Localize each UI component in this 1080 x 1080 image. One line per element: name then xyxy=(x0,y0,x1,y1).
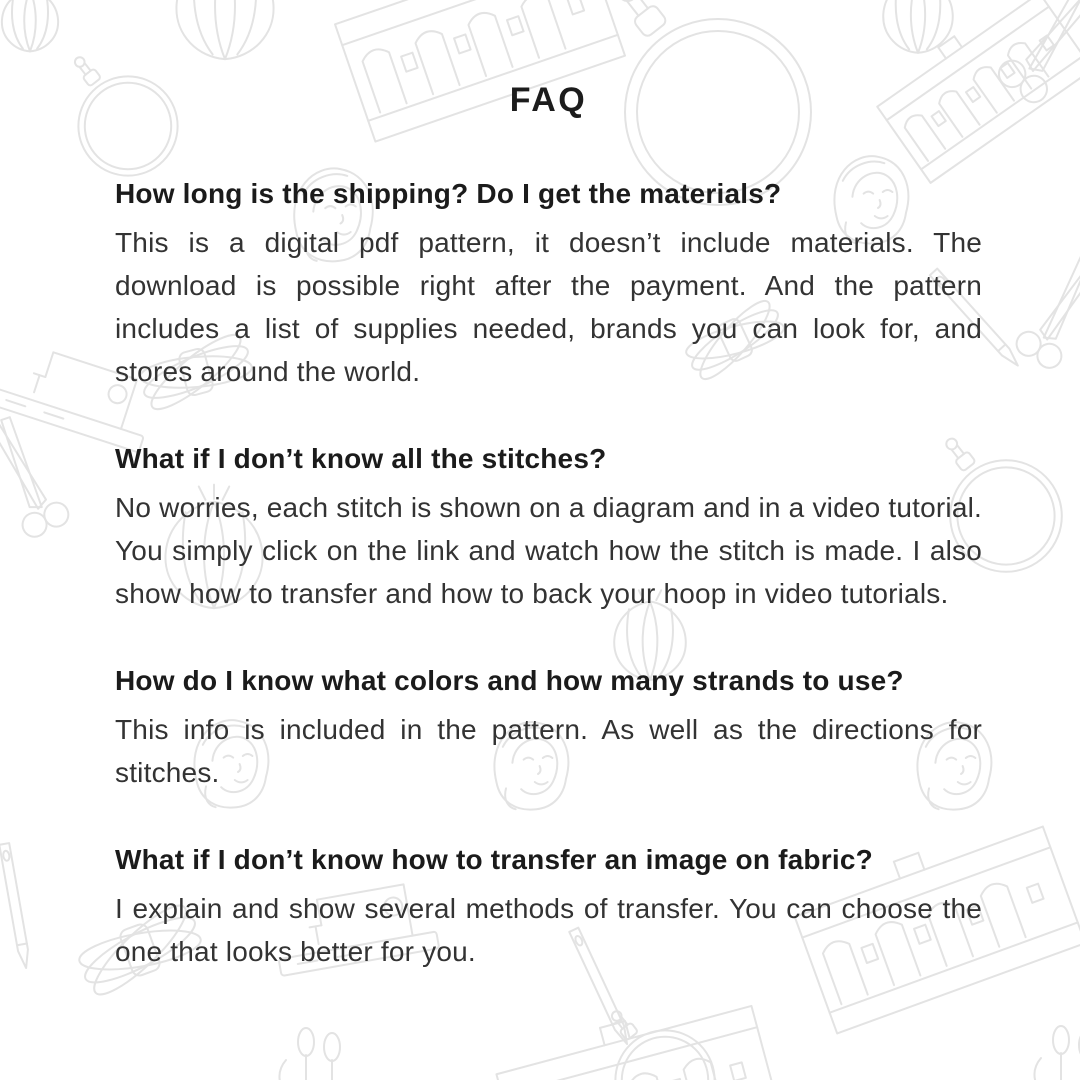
faq-item xyxy=(115,841,982,973)
faq-question: How do I know what colors and how many strands to use? xyxy=(115,664,904,696)
faq-question: How long is the shipping? Do I get the materials? xyxy=(115,177,782,209)
faq-item xyxy=(115,662,982,794)
embroidery-hoop-icon xyxy=(608,1008,714,1080)
craft-tools-icon xyxy=(1034,1026,1080,1080)
faq-question: What if I don’t know how to transfer an image on fabric? xyxy=(115,843,873,875)
faq-answer: This is a digital pdf pattern, it doesn’t include materials. The download is possible right after the payment. And the pattern includes a list of supplies needed, brands you can look for, and stores around the world. xyxy=(115,226,982,387)
faq-answer: This info is included in the pattern. As well as the directions for stitches. xyxy=(115,713,982,788)
faq-item xyxy=(115,440,982,615)
faq-answer: I explain and show several methods of transfer. You can choose the one that looks better for you. xyxy=(115,892,982,967)
faq-answer: No worries, each stitch is shown on a diagram and in a video tutorial. You simply click on the link and watch how the stitch is made. I also show how to transfer and how to back your hoop in video tutorials. xyxy=(115,491,982,609)
faq-item xyxy=(115,175,982,393)
classical-building-icon xyxy=(492,989,784,1080)
faq-question: What if I don’t know all the stitches? xyxy=(115,442,607,474)
page-title: FAQ xyxy=(509,81,588,119)
craft-tools-icon xyxy=(279,1028,340,1080)
